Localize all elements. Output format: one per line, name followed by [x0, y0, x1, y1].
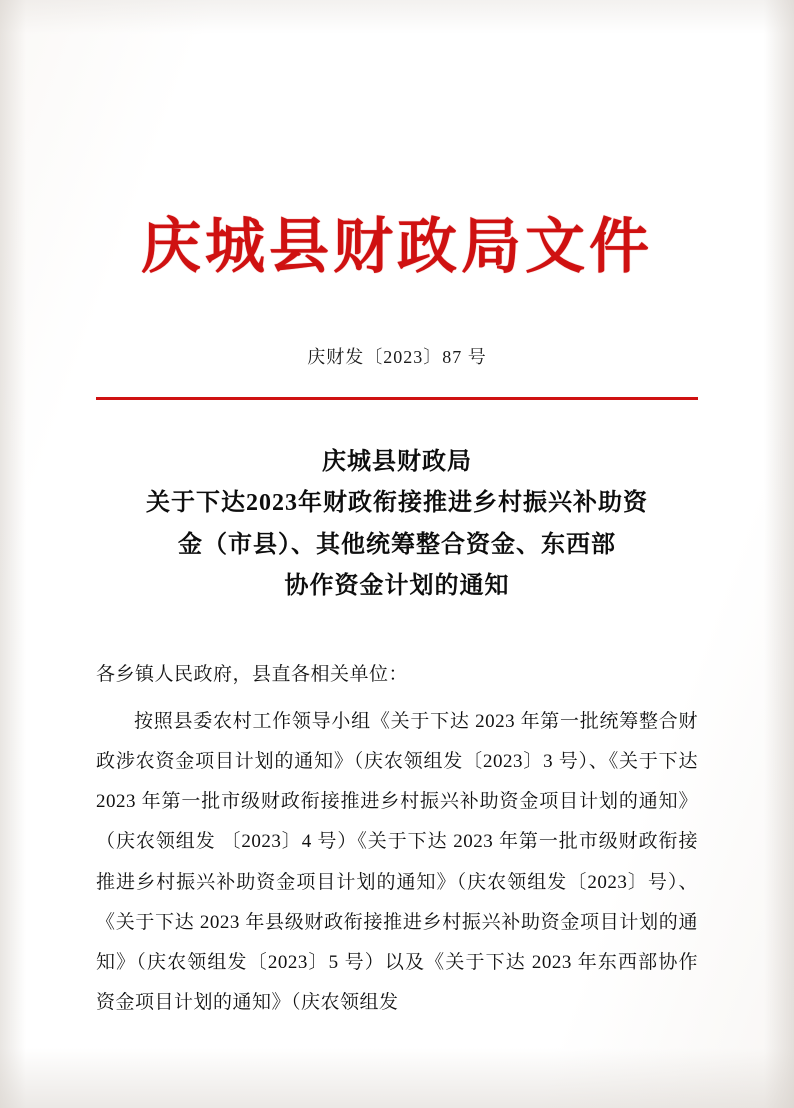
- title-line-1: 庆城县财政局: [322, 449, 472, 476]
- title-line-4: 协作资金计划的通知: [284, 572, 510, 599]
- salutation-line: 各乡镇人民政府，县直各相关单位：: [96, 664, 409, 686]
- document-title-block: [96, 442, 698, 607]
- red-divider-rule: [96, 397, 698, 400]
- document-content: [0, 214, 794, 1024]
- document-masthead-title: 庆城县财政局文件: [141, 214, 653, 280]
- scan-shadow-top: [0, 0, 794, 34]
- body-paragraph-1: 按照县委农村工作领导小组《关于下达 2023 年第一批统筹整合财政涉农资金项目计划的通知》（庆农领组发〔2023〕3 号）、《关于下达 2023 年第一批市级财政衔接推进乡村振兴补助资金项目计划的通知》（庆农领组发 〔2023〕4 号）《关于下达 2023 年第一批市级财政衔接推进乡村振兴补助资金项目计划的通知》（庆农领组发〔2023〕号）、《关于下达 2023 年县级财政衔接推进乡村振兴补助资金项目计划的通知》（庆农领组发〔2023〕5 号）以及《关于下达 2023 年东西部协作资金项目计划的通知》（庆农领组发: [96, 710, 698, 1014]
- document-number: 庆财发〔2023〕87 号: [307, 347, 487, 368]
- scan-shadow-bottom: [0, 1048, 794, 1108]
- document-body: [96, 655, 698, 1023]
- title-line-2: 关于下达2023年财政衔接推进乡村振兴补助资: [146, 490, 648, 517]
- title-line-3: 金（市县）、其他统筹整合资金、东西部: [178, 531, 616, 558]
